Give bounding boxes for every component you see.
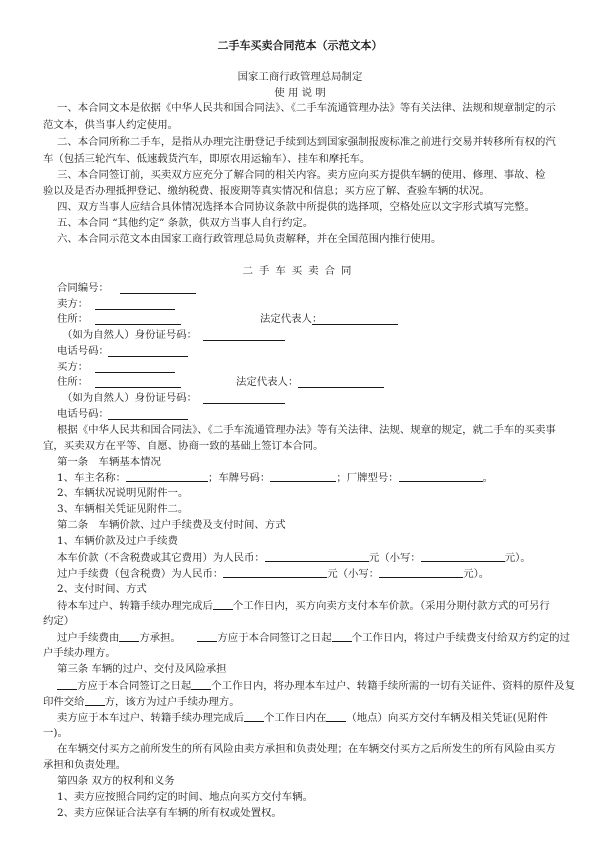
seller-label: 卖方： — [57, 298, 89, 310]
payment-line1: 待本车过户、转籍手续办理完成后 个工作日内，买方向卖方支付本车价款。（采用分期付款方式的可另行 — [57, 600, 550, 612]
seller-address-label: 住所： — [57, 313, 89, 325]
buyer-address-blank — [95, 387, 181, 388]
risk-line2: 承担和负责处理。 — [43, 759, 127, 771]
basis-line2: 宜，买卖双方在平等、自愿、协商一致的基础上签订本合同。 — [43, 440, 324, 452]
payment-line2: 约定） — [43, 615, 75, 627]
article1-item3: 3、车辆相关凭证见附件二。 — [57, 503, 189, 515]
fee-line: 过户手续费（包含税费）为人民币： 元（小写： 元）。 — [57, 568, 490, 580]
buyer-legal-rep-label: 法定代表人： — [236, 376, 299, 388]
transfer-fee-line1: 过户手续费由 方承担。 方应于本合同签订之日起 个工作日内，将过户手续费支付给双方约定的过 — [57, 632, 570, 644]
usage-p2-line1: 二、本合同所称二手车，是指从办理完注册登记手续到达到国家强制报废标准之前进行交易并转移所有权的汽 — [57, 136, 556, 148]
document-title: 二手车买卖合同范本（示范文本） — [217, 39, 383, 52]
buyer-id-label: （如为自然人）身份证号码： — [62, 392, 198, 404]
usage-p2-line2: 车（包括三轮汽车、低速载货汽车，即原农用运输车）、挂车和摩托车。 — [43, 153, 371, 165]
buyer-legal-rep-blank — [298, 387, 384, 388]
contract-no-blank — [120, 293, 196, 294]
usage-p3-line2: 验以及是否办理抵押登记、缴纳税费、报废期等真实情况和信息；买方应了解、查验车辆的状况。 — [43, 185, 490, 197]
usage-p6: 六、本合同示范文本由国家工商行政管理总局负责解释，并在全国范围内推行使用。 — [57, 233, 442, 245]
buyer-id-blank — [203, 403, 285, 404]
usage-p1-line2: 范文本，供当事人约定使用。 — [43, 119, 179, 131]
contract-title: 二手车买卖合同 — [242, 265, 358, 277]
risk-line1: 在车辆交付买方之前所发生的所有风险由卖方承担和负责处理；在车辆交付买方之后所发生的所有风险由买方 — [57, 743, 556, 755]
buyer-label: 买方： — [57, 361, 89, 373]
buyer-blank — [95, 372, 175, 373]
seller-phone-blank — [108, 356, 188, 357]
usage-heading: 使 用 说 明 — [274, 87, 326, 99]
article4-heading: 第四条 双方的权利和义务 — [57, 775, 175, 787]
article4-item1: 1、卖方应按照合同约定的时间、地点向买方交付车辆。 — [57, 791, 313, 803]
article4-item2: 2、卖方应保证合法享有车辆的所有权或处置权。 — [57, 807, 282, 819]
basis-line1: 根据《中华人民共和国合同法》、《二手车流通管理办法》等有关法律、法规、规章的规定，就二手车的买卖事 — [57, 424, 556, 436]
usage-p4: 四、双方当事人应结合具体情况选择本合同协议条款中所提供的选择项，空格处应以文字形式填写完整。 — [57, 201, 535, 213]
article2-item2: 2、支付时间、方式 — [57, 583, 147, 595]
delivery-line2: 一)。 — [43, 727, 68, 739]
seller-blank — [95, 309, 175, 310]
usage-p3-line1: 三、本合同签订前，买卖双方应充分了解合同的相关内容。卖方应向买方提供车辆的使用、修理、事故、检 — [57, 169, 546, 181]
transfer-docs-line1: 方应于本合同签订之日起 个工作日内，将办理本车过户、转籍手续所需的一切有关证件、资料的原件及复 — [57, 679, 575, 693]
article2-item1: 1、车辆价款及过户手续费 — [57, 535, 178, 547]
price-line: 本车价款（不含税费或其它费用）为人民币： 元（小写： 元）。 — [57, 552, 531, 564]
issuer-line: 国家工商行政管理总局制定 — [237, 71, 363, 83]
delivery-line1: 卖方应于本车过户、转籍手续办理完成后 个工作日内在 （地点）向买方交付车辆及相关凭证(见附件 — [57, 712, 548, 724]
article1-item1: 1、车主名称： ；车牌号码： ；厂牌型号： 。 — [57, 472, 494, 484]
buyer-address-label: 住所： — [57, 376, 89, 388]
transfer-docs-line2: 印件交给 方，该方为过户手续办理方。 — [43, 696, 240, 708]
article1-item2: 2、车辆状况说明见附件一。 — [57, 487, 189, 499]
article2-heading: 第二条 车辆价款、过户手续费及支付时间、方式 — [57, 519, 286, 531]
contract-no-label: 合同编号： — [57, 282, 109, 294]
buyer-phone-label: 电话号码： — [57, 408, 109, 420]
article3-heading: 第三条 车辆的过户、交付及风险承担 — [57, 663, 227, 675]
seller-legal-rep-label: 法定代表人： — [260, 313, 323, 325]
usage-p5: 五、本合同 “其他约定” 条款，供双方当事人自行约定。 — [57, 217, 314, 229]
article1-heading: 第一条 车辆基本情况 — [57, 456, 161, 468]
seller-id-blank — [203, 340, 285, 341]
transfer-fee-line2: 户手续办理方。 — [43, 647, 116, 659]
buyer-phone-blank — [108, 419, 188, 420]
seller-id-label: （如为自然人）身份证号码： — [62, 329, 198, 341]
seller-address-blank — [95, 324, 181, 325]
seller-legal-rep-blank — [312, 324, 398, 325]
usage-p1-line1: 一、本合同文本是依据《中华人民共和国合同法》、《二手车流通管理办法》等有关法律、法规和规章制定的示 — [57, 102, 556, 114]
seller-phone-label: 电话号码： — [57, 345, 109, 357]
